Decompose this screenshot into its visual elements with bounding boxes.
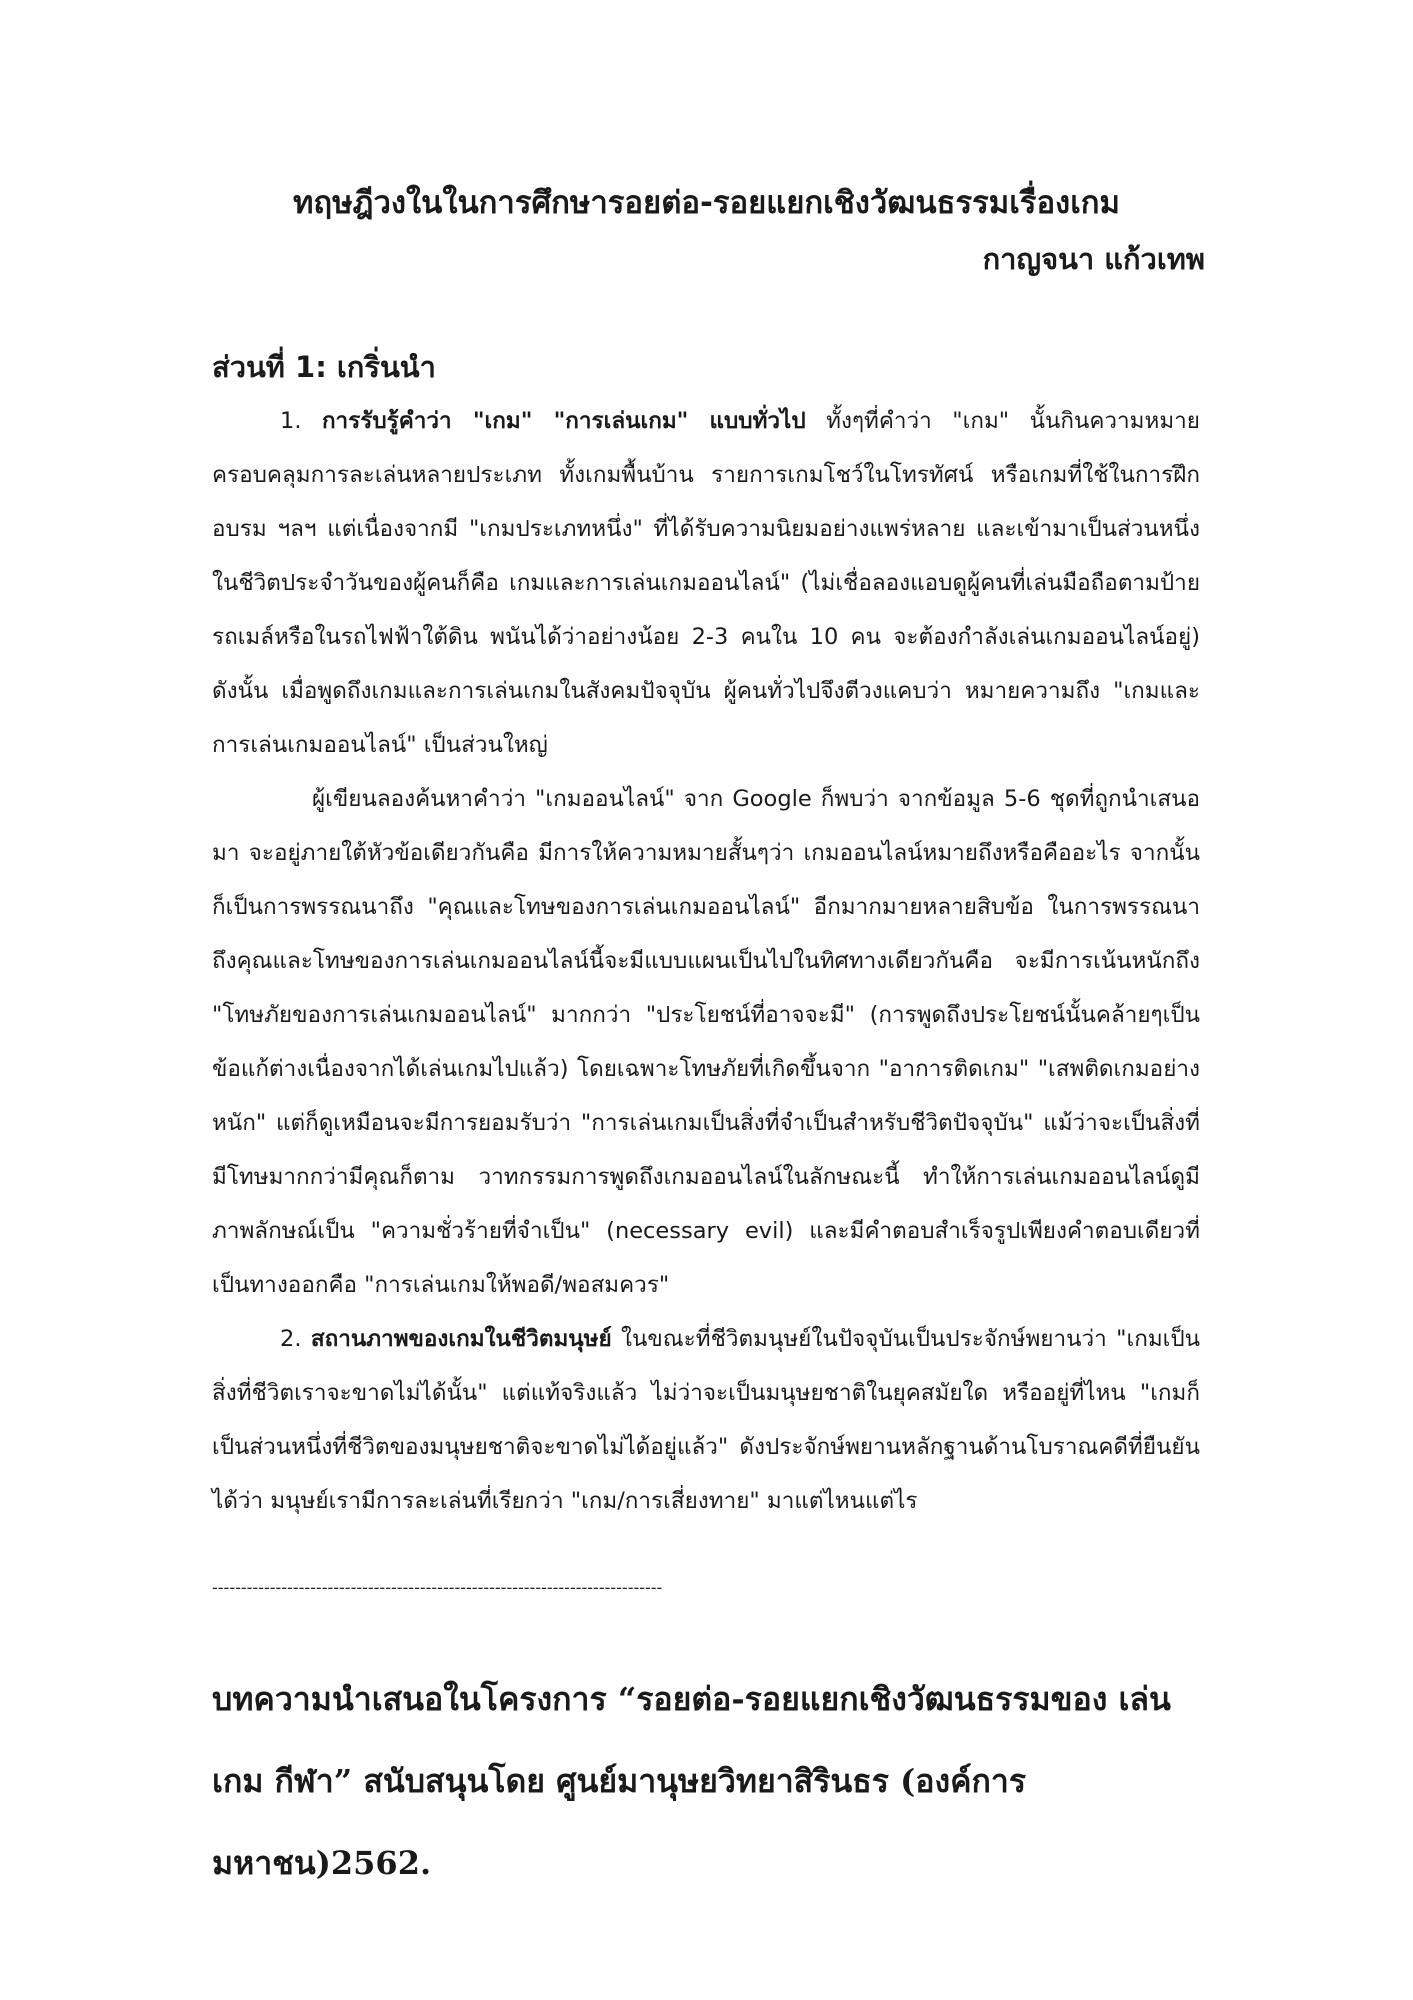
document-title: ทฤษฎีวงในในการศึกษารอยต่อ-รอยแยกเชิงวัฒนธรรมเรื่องเกม — [293, 185, 1120, 221]
body-text — [212, 394, 1200, 1528]
paragraph-3-heading: สถานภาพของเกมในชีวิตมนุษย์ — [310, 1326, 612, 1352]
paragraph-1-text: ทั้งๆที่คำว่า "เกม" นั้นกินความหมายครอบคลุมการละเล่นหลายประเภท ทั้งเกมพื้นบ้าน รายการเกมโชว์ในโทรทัศน์ หรือเกมที่ใช้ในการฝึกอบรม ฯลฯ แต่เนื่องจากมี "เกมประเภทหนึ่ง" ที่ได้รับความนิยมอย่างแพร่หลาย และเข้ามาเป็นส่วนหนึ่งในชีวิตประจำวันของผู้คนก็คือ เกมและการเล่นเกมออนไลน์" (ไม่เชื่อลองแอบดูผู้คนที่เล่นมือถือตามป้ายรถเมล์หรือในรถไฟฟ้าใต้ดิน พนันได้ว่าอย่างน้อย 2-3 คนใน 10 คน จะต้องกำลังเล่นเกมออนไลน์อยู่) ดังนั้น เมื่อพูดถึงเกมและการเล่นเกมในสังคมปัจจุบัน ผู้คนทั่วไปจึงตีวงแคบว่า หมายความถึง "เกมและการเล่นเกมออนไลน์" เป็นส่วนใหญ่ — [212, 408, 1200, 758]
footnote: บทความนำเสนอในโครงการ “รอยต่อ-รอยแยกเชิงวัฒนธรรมของ เล่น เกม กีฬา” สนับสนุนโดย ศูนย์มานุษยวิทยาสิรินธร (องค์การมหาชน)2562. — [212, 1680, 1171, 1882]
paragraph-1-number: 1. — [280, 408, 322, 434]
paragraph-3-text: ในขณะที่ชีวิตมนุษย์ในปัจจุบันเป็นประจักษ์พยานว่า "เกมเป็นสิ่งที่ชีวิตเราจะขาดไม่ได้นั้น" แต่แท้จริงแล้ว ไม่ว่าจะเป็นมนุษยชาติในยุคสมัยใด หรืออยู่ที่ไหน "เกมก็เป็นส่วนหนึ่งที่ชีวิตของมนุษยชาติจะขาดไม่ได้อยู่แล้ว" ดังประจักษ์พยานหลักฐานด้านโบราณคดีที่ยืนยันได้ว่า มนุษย์เรามีการละเล่นที่เรียกว่า "เกม/การเสี่ยงทาย" มาแต่ไหนแต่ไร — [212, 1326, 1200, 1514]
paragraph-2-text: ผู้เขียนลองค้นหาคำว่า "เกมออนไลน์" จาก Google ก็พบว่า จากข้อมูล 5-6 ชุดที่ถูกนำเสนอมา จะอยู่ภายใต้หัวข้อเดียวกันคือ มีการให้ความหมายสั้นๆว่า เกมออนไลน์หมายถึงหรือคืออะไร จากนั้นก็เป็นการพรรณนาถึง "คุณและโทษของการเล่นเกมออนไลน์" อีกมากมายหลายสิบข้อ ในการพรรณนาถึงคุณและโทษของการเล่นเกมออนไลน์นี้จะมีแบบแผนเป็นไปในทิศทางเดียวกันคือ จะมีการเน้นหนักถึง "โทษภัยของการเล่นเกมออนไลน์" มากกว่า "ประโยชน์ที่อาจจะมี" (การพูดถึงประโยชน์นั้นคล้ายๆเป็นข้อแก้ต่างเนื่องจากได้เล่นเกมไปแล้ว) โดยเฉพาะโทษภัยที่เกิดขึ้นจาก "อาการติดเกม" "เสพติดเกมอย่างหนัก" แต่ก็ดูเหมือนจะมีการยอมรับว่า "การเล่นเกมเป็นสิ่งที่จำเป็นสำหรับชีวิตปัจจุบัน" แม้ว่าจะเป็นสิ่งที่มีโทษมากกว่ามีคุณก็ตาม วาทกรรมการพูดถึงเกมออนไลน์ในลักษณะนี้ ทำให้การเล่นเกมออนไลน์ดูมีภาพลักษณ์เป็น "ความชั่วร้ายที่จำเป็น" (necessary evil) และมีคำตอบสำเร็จรูปเพียงคำตอบเดียวที่เป็นทางออกคือ "การเล่นเกมให้พอดี/พอสมควร" — [212, 786, 1200, 1298]
paragraph-1-heading: การรับรู้คำว่า "เกม" "การเล่นเกม" แบบทั่วไป — [321, 408, 806, 434]
footnote-separator: ------------------------------------------------------------------------------ — [212, 1578, 663, 1597]
author-name: กาญจนา แก้วเทพ — [982, 242, 1205, 276]
paragraph-3 — [212, 1312, 1200, 1528]
paragraph-1 — [212, 394, 1200, 772]
paragraph-2 — [212, 772, 1200, 1312]
paragraph-3-number: 2. — [280, 1326, 311, 1352]
section-heading: ส่วนที่ 1: เกริ่นนำ — [212, 350, 436, 384]
